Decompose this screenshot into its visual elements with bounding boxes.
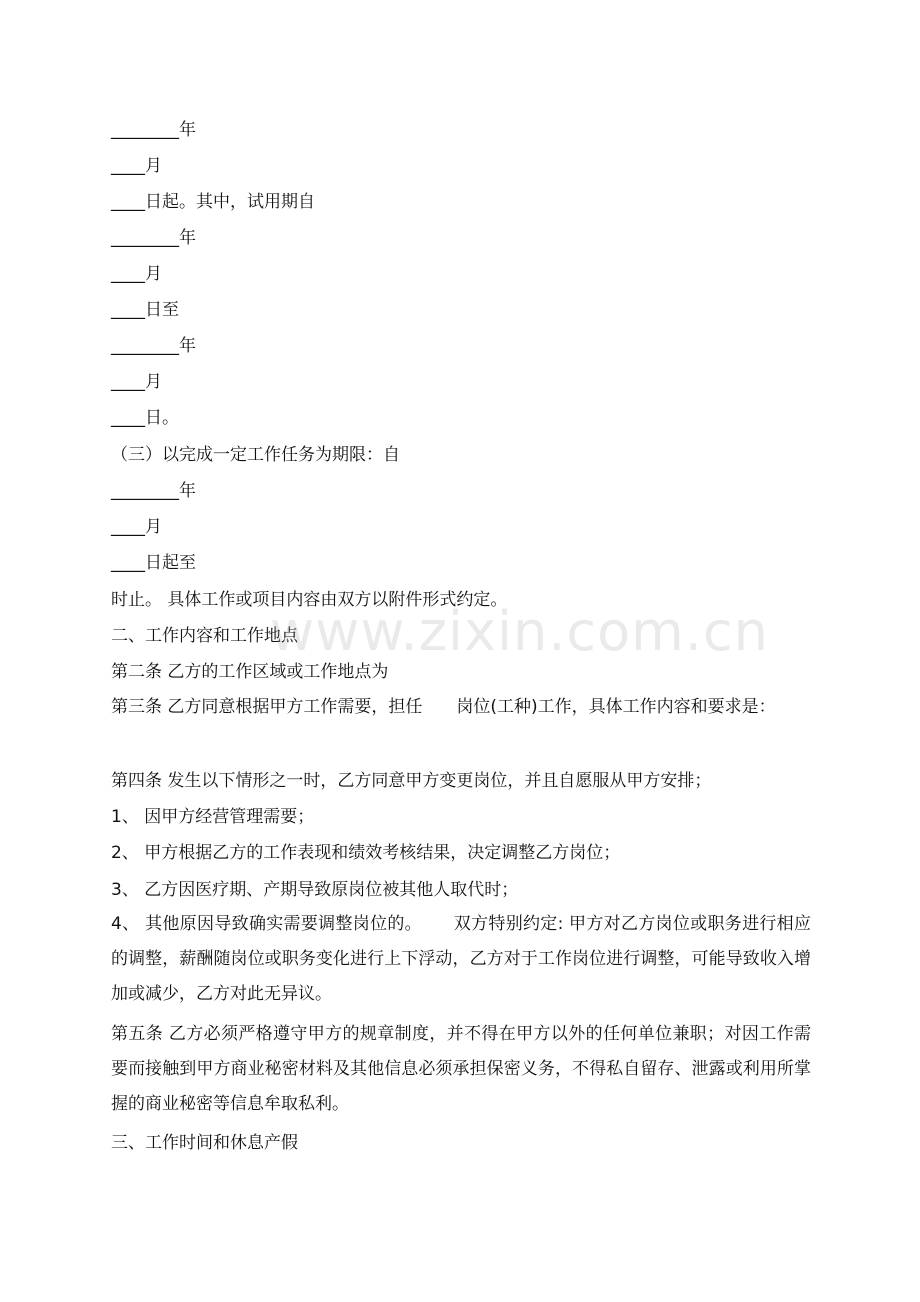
list-item: 3、 乙方因医疗期、产期导致原岗位被其他人取代时；: [111, 880, 519, 900]
month-blank-line: ____月: [111, 517, 162, 537]
day-start-to-line: ____日起至: [111, 553, 196, 573]
month-blank-line: ____月: [111, 264, 162, 284]
year-blank-line: ________年: [111, 120, 196, 140]
article-five: 第五条 乙方必须严格遵守甲方的规章制度，并不得在甲方以外的任何单位兼职；对因工作需要而接触到甲方商业秘密材料及其他信息必须承担保密义务，不得私自留存、泄露或利用所掌握的商业秘密等信息牟取私利。: [111, 1024, 811, 1114]
section-two-heading: 二、工作内容和工作地点: [111, 626, 298, 646]
watermark: www.zixin.com.cn: [270, 600, 769, 663]
article-two: 第二条 乙方的工作区域或工作地点为: [111, 662, 389, 682]
article-four: 第四条 发生以下情形之一时，乙方同意甲方变更岗位，并且自愿服从甲方安排；: [111, 771, 712, 791]
year-blank-line: ________年: [111, 228, 196, 248]
month-blank-line: ____月: [111, 156, 162, 176]
day-to-line: ____日至: [111, 300, 179, 320]
list-item: 2、 甲方根据乙方的工作表现和绩效考核结果，决定调整乙方岗位；: [111, 843, 621, 863]
day-end-line: ____日。: [111, 408, 179, 428]
year-blank-line: ________年: [111, 336, 196, 356]
task-end-line: 时止。 具体工作或项目内容由双方以附件形式约定。: [111, 590, 508, 610]
section-three-heading: 三、工作时间和休息产假: [111, 1133, 298, 1153]
year-blank-line: ________年: [111, 481, 196, 501]
month-blank-line: ____月: [111, 372, 162, 392]
day-start-probation-line: ____日起。其中，试用期自: [111, 192, 315, 212]
list-item: 1、 因甲方经营管理需要；: [111, 807, 315, 827]
task-term-heading: （三）以完成一定工作任务为期限：自: [111, 445, 400, 465]
list-item-four: 4、 其他原因导致确实需要调整岗位的。 双方特别约定: 甲方对乙方岗位或职务进行相应的调整，薪酬随岗位或职务变化进行上下浮动，乙方对于工作岗位进行调整，可能导致收入增加或减少，乙方对此无异议。: [111, 914, 811, 1004]
article-three: 第三条 乙方同意根据甲方工作需要，担任 岗位(工种)工作，具体工作内容和要求是：: [111, 697, 776, 717]
